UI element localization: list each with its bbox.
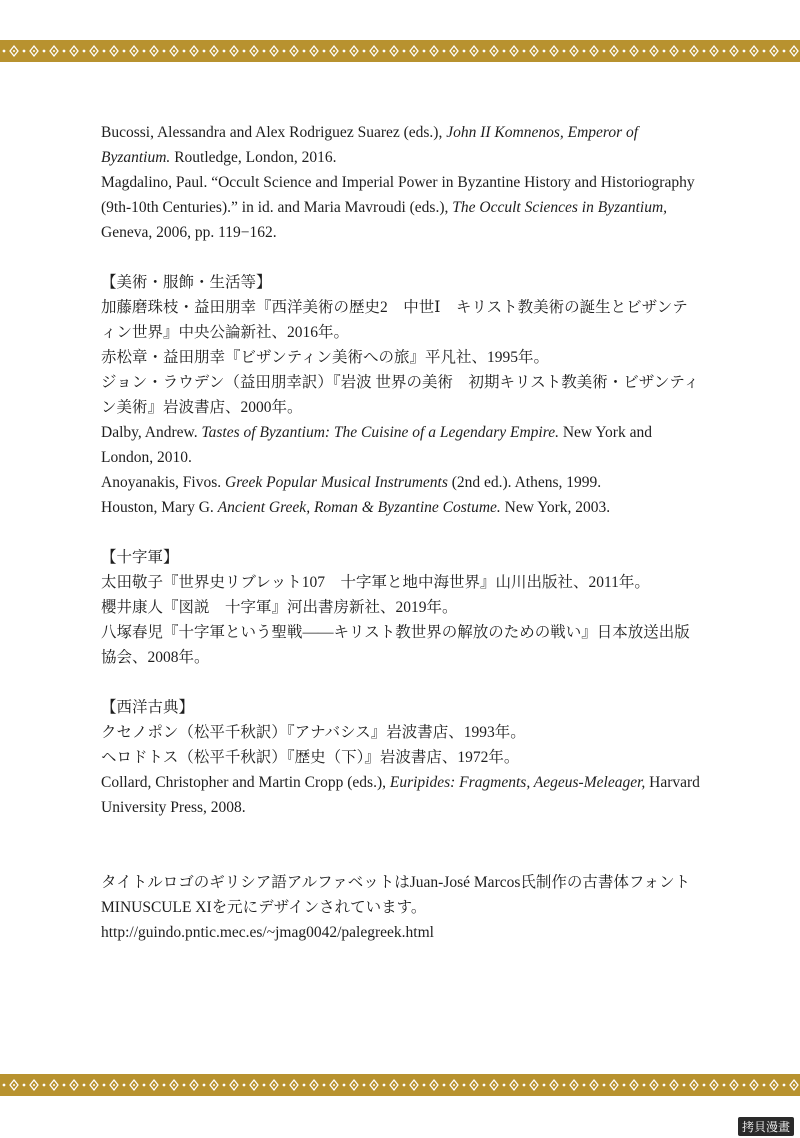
ornament-motif	[643, 46, 658, 56]
ornament-motif	[323, 1080, 338, 1090]
section-art	[101, 270, 701, 520]
bibliography-page	[101, 120, 701, 945]
ornament-motif	[23, 1080, 38, 1090]
ornament-motif	[63, 1080, 78, 1090]
ornament-motif	[103, 46, 118, 56]
ornament-motif	[443, 46, 458, 56]
ornament-motif	[723, 1080, 738, 1090]
ornament-motif	[43, 1080, 58, 1090]
section-heading: 【西洋古典】	[101, 699, 195, 716]
ornament-motif	[143, 46, 158, 56]
watermark-label: 拷貝漫畫	[738, 1117, 794, 1136]
ornament-motif	[623, 1080, 638, 1090]
ornament-motif	[423, 1080, 438, 1090]
ornament-motif	[683, 46, 698, 56]
reference-entry: 櫻井康人『図説 十字軍』河出書房新社、2019年。	[101, 599, 458, 616]
ornament-motif	[723, 46, 738, 56]
ornament-motif	[143, 1080, 158, 1090]
note-text: タイトルロゴのギリシア語アルファベットはJuan-José Marcos氏制作の古書体フォントMINUSCULE XIを元にデザインされています。	[101, 874, 691, 916]
ornament-motif	[3, 46, 18, 56]
ornament-motif	[123, 1080, 138, 1090]
ornament-motif	[763, 46, 778, 56]
ornament-motif	[403, 1080, 418, 1090]
ornament-motif	[523, 46, 538, 56]
ornament-motif	[303, 1080, 318, 1090]
ornament-motif	[583, 1080, 598, 1090]
ornament-motif	[23, 46, 38, 56]
reference-entry: 八塚春児『十字軍という聖戦——キリスト教世界の解放のための戦い』日本放送出版協会、2008年。	[101, 624, 690, 666]
reference-entry: Anoyanakis, Fivos. Greek Popular Musical Instruments (2nd ed.). Athens, 1999.	[101, 474, 602, 491]
ornament-motif	[303, 46, 318, 56]
ornament-motif	[323, 46, 338, 56]
ornament-motif	[203, 1080, 218, 1090]
reference-entry: Dalby, Andrew. Tastes of Byzantium: The Cuisine of a Legendary Empire. New York and London, 2010.	[101, 424, 652, 466]
ornament-motif	[623, 46, 638, 56]
ornament-motif	[643, 1080, 658, 1090]
ornament-motif	[563, 46, 578, 56]
ornament-motif	[183, 1080, 198, 1090]
ornament-motif	[443, 1080, 458, 1090]
ornament-motif	[163, 46, 178, 56]
reference-entry: ヘロドトス（松平千秋訳）『歴史（下）』岩波書店、1972年。	[101, 749, 520, 766]
ornament-motif	[83, 46, 98, 56]
ornament-motif	[243, 1080, 258, 1090]
ornament-motif	[463, 1080, 478, 1090]
ornament-motif	[403, 46, 418, 56]
ornament-motif	[283, 1080, 298, 1090]
ornament-motif	[603, 1080, 618, 1090]
ornament-motif	[763, 1080, 778, 1090]
reference-entry: クセノポン（松平千秋訳）『アナバシス』岩波書店、1993年。	[101, 724, 526, 741]
ornament-motif	[183, 46, 198, 56]
ornament-diamond-dots-icon	[0, 1074, 800, 1096]
ornament-motif	[203, 46, 218, 56]
reference-entry: Magdalino, Paul. “Occult Science and Imperial Power in Byzantine History and Historiography (9th-10th Centuries).” in id. and Maria Mavroudi (eds.), The Occult Sciences in Byzantium, Geneva, 2006, pp. 119−162.	[101, 174, 695, 241]
ornament-motif	[543, 1080, 558, 1090]
ornament-motif	[63, 46, 78, 56]
ornament-motif	[563, 1080, 578, 1090]
reference-entry: 太田敬子『世界史リブレット107 十字軍と地中海世界』山川出版社、2011年。	[101, 574, 650, 591]
ornament-motif	[223, 1080, 238, 1090]
ornamental-border-top	[0, 40, 800, 62]
section-classics	[101, 695, 701, 820]
ornament-motif	[263, 1080, 278, 1090]
ornament-motif	[363, 1080, 378, 1090]
ornament-motif	[383, 1080, 398, 1090]
ornament-motif	[783, 1080, 798, 1090]
font-credit-note	[101, 870, 701, 945]
ornament-motif	[103, 1080, 118, 1090]
ornament-motif	[703, 1080, 718, 1090]
ornament-motif	[743, 46, 758, 56]
ornament-motif	[683, 1080, 698, 1090]
section-crusade	[101, 545, 701, 670]
ornament-motif	[243, 46, 258, 56]
ornament-motif	[703, 46, 718, 56]
ornament-motif	[3, 1080, 18, 1090]
reference-entry: ジョン・ラウデン（益田朋幸訳）『岩波 世界の美術 初期キリスト教美術・ビザンティン美術』岩波書店、2000年。	[101, 374, 700, 416]
reference-entry: Collard, Christopher and Martin Cropp (eds.), Euripides: Fragments, Aegeus-Meleager, Harvard University Press, 2008.	[101, 774, 700, 816]
ornament-motif	[43, 46, 58, 56]
ornament-motif	[343, 46, 358, 56]
ornament-motif	[343, 1080, 358, 1090]
ornamental-border-bottom	[0, 1074, 800, 1096]
ornament-motif	[123, 46, 138, 56]
section-heading: 【美術・服飾・生活等】	[101, 274, 272, 291]
reference-entry: 赤松章・益田朋幸『ビザンティン美術への旅』平凡社、1995年。	[101, 349, 549, 366]
note-url: http://guindo.pntic.mec.es/~jmag0042/palegreek.html	[101, 924, 434, 941]
ornament-motif	[503, 46, 518, 56]
ornament-motif	[423, 46, 438, 56]
ornament-motif	[263, 46, 278, 56]
ornament-motif	[483, 1080, 498, 1090]
section-heading: 【十字軍】	[101, 549, 179, 566]
ornament-motif	[663, 1080, 678, 1090]
ornament-motif	[463, 46, 478, 56]
ornament-motif	[603, 46, 618, 56]
ornament-motif	[503, 1080, 518, 1090]
ornament-motif	[783, 46, 798, 56]
ornament-motif	[363, 46, 378, 56]
ornament-motif	[163, 1080, 178, 1090]
ornament-motif	[543, 46, 558, 56]
ornament-motif	[283, 46, 298, 56]
ornament-motif	[483, 46, 498, 56]
ornament-diamond-dots-icon	[0, 40, 800, 62]
ornament-motif	[523, 1080, 538, 1090]
ornament-motif	[383, 46, 398, 56]
reference-entry: 加藤磨珠枝・益田朋幸『西洋美術の歴史2 中世Ⅰ キリスト教美術の誕生とビザンティン世界』中央公論新社、2016年。	[101, 299, 688, 341]
ornament-motif	[223, 46, 238, 56]
ornament-motif	[743, 1080, 758, 1090]
ornament-motif	[663, 46, 678, 56]
reference-entry: Bucossi, Alessandra and Alex Rodriguez Suarez (eds.), John II Komnenos, Emperor of Byzantium. Routledge, London, 2016.	[101, 124, 639, 166]
references-english	[101, 120, 701, 245]
reference-entry: Houston, Mary G. Ancient Greek, Roman & Byzantine Costume. New York, 2003.	[101, 499, 611, 516]
ornament-motif	[83, 1080, 98, 1090]
ornament-motif	[583, 46, 598, 56]
